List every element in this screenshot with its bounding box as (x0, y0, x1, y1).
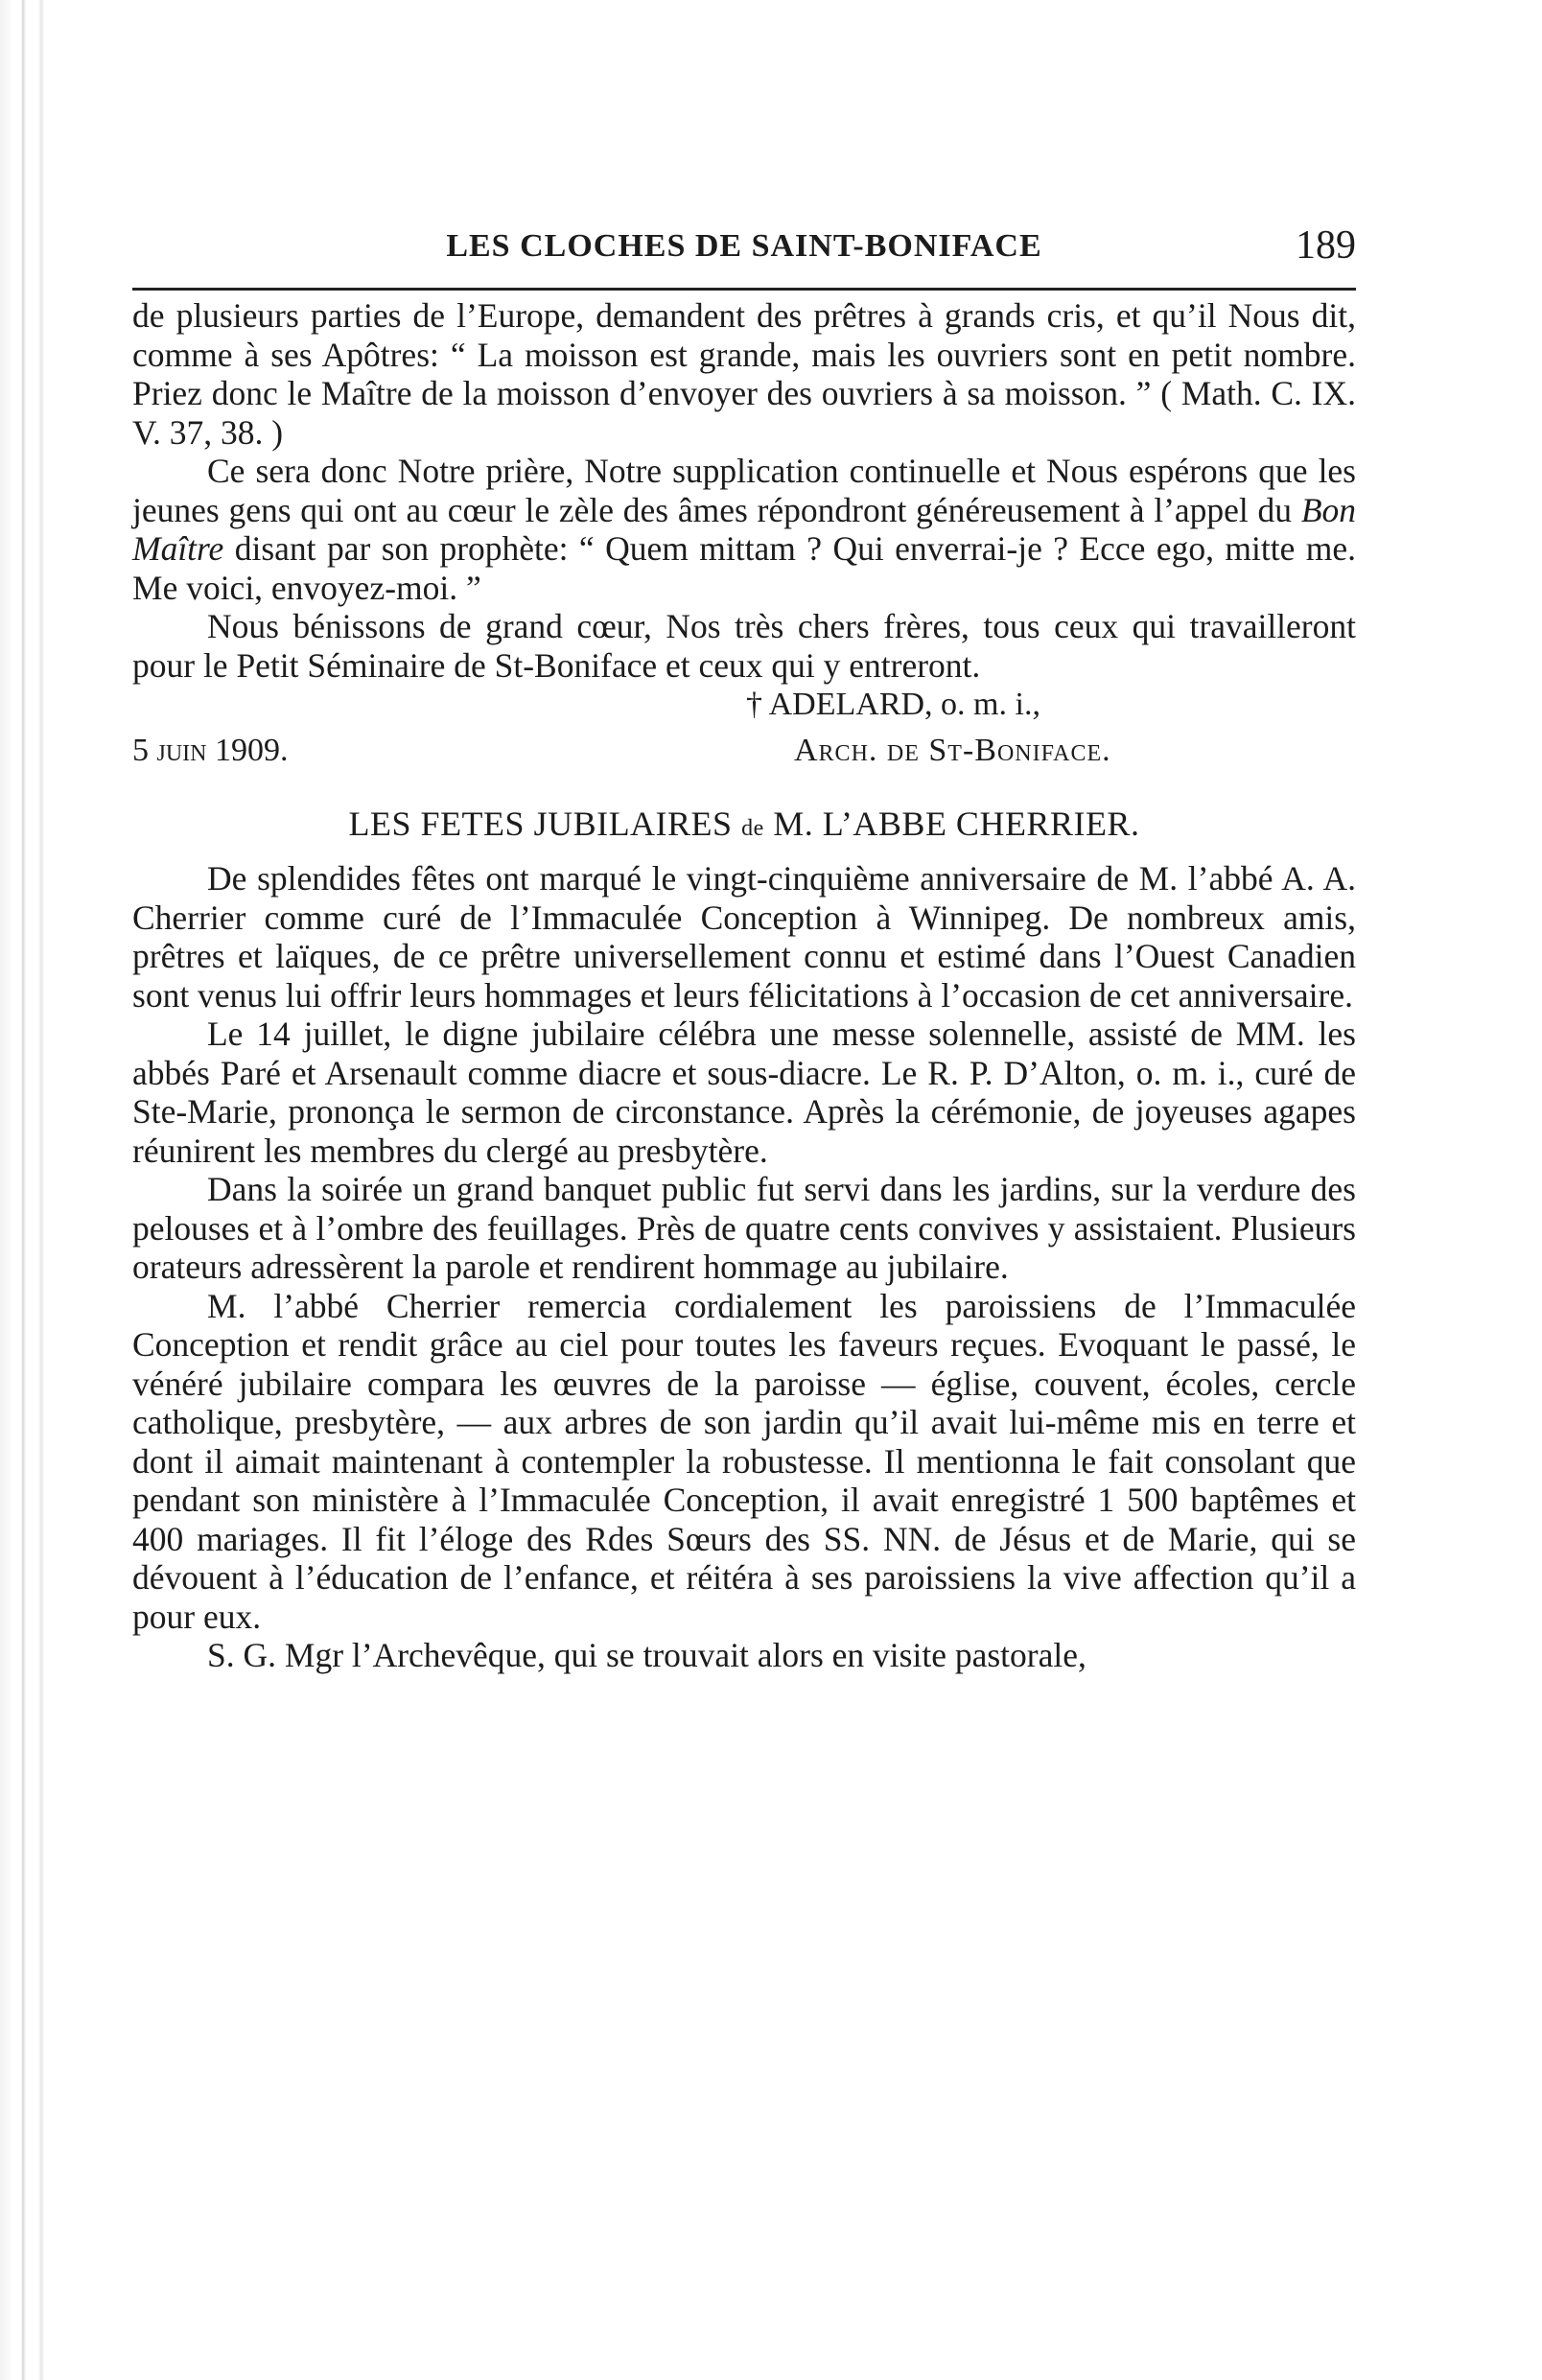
running-title: LES CLOCHES DE SAINT-BONIFACE (446, 228, 1042, 264)
signature-name: † ADELARD, o. m. i., (746, 687, 1040, 722)
page-number: 189 (1296, 223, 1356, 268)
book-page (132, 217, 1356, 1675)
letter-text: disant par son prophète: “ Quem mittam ? Qui enverrai-je ? Ecce ego, mitte me. Me voici, envoyez-moi. ” (132, 529, 1356, 607)
article-title-small: de (741, 816, 764, 841)
letter-paragraph (132, 452, 1356, 607)
signature-block (132, 685, 1356, 777)
header-rule (132, 288, 1356, 291)
article-paragraph: M. l’abbé Cherrier remercia cordialement les paroissiens de l’Immaculée Conception et rendit grâce au ciel pour toutes les faveurs reçues. Evoquant le passé, le vénéré jubilaire compara les œuvres de la paroisse — église, couvent, écoles, cercle catholique, presbytère, — aux arbres de son jardin qu’il avait lui-même mis en terre et dont il aimait maintenant à contempler la robustesse. Il mentionna le fait consolant que pendant son ministère à l’Immaculée Conception, il avait enregistré 1 500 baptêmes et 400 mariages. Il fit l’éloge des Rdes Sœurs des SS. NN. de Jésus et de Marie, qui se dévouent à l’éducation de l’enfance, et réitéra à ses paroissiens la vive affection qu’il a pour eux. (132, 1286, 1356, 1636)
article-paragraph: Le 14 juillet, le digne jubilaire célébra une messe solennelle, assisté de MM. les abbés Paré et Arsenault comme diacre et sous-diacre. Le R. P. D’Alton, o. m. i., curé de Ste-Marie, prononça le sermon de circonstance. Après la cérémonie, de joyeuses agapes réunirent les membres du clergé au presbytère. (132, 1015, 1356, 1170)
article-paragraph: S. G. Mgr l’Archevêque, qui se trouvait alors en visite pastorale, (207, 1636, 1086, 1674)
article-title (132, 804, 1356, 844)
article-title-part: M. L’ABBE CHERRIER. (773, 805, 1140, 843)
letter-body (132, 296, 1356, 685)
article-paragraph: Dans la soirée un grand banquet public fut servi dans les jardins, sur la verdure des pelouses et à l’ombre des feuillages. Près de quatre cents convives y assistaient. Plusieurs orateurs adressèrent la parole et rendirent hommage au jubilaire. (132, 1170, 1356, 1286)
letter-paragraph: de plusieurs parties de l’Europe, demandent des prêtres à grands cris, et qu’il Nous dit, comme à ses Apôtres: “ La moisson est grande, mais les ouvriers sont en petit nombre. Priez donc le Maître de la moisson d’envoyer des ouvriers à sa moisson. ” ( Math. C. IX. V. 37, 38. ) (132, 296, 1356, 452)
signature-office: Arch. de St-Boniface. (794, 733, 1111, 768)
letter-paragraph: Nous bénissons de grand cœur, Nos très chers frères, tous ceux qui travailleront pour le Petit Séminaire de St-Boniface et ceux qui y entreront. (132, 607, 1356, 685)
article-title-part: LES FETES JUBILAIRES (348, 805, 733, 843)
signature-date: 5 juin 1909. (132, 733, 289, 768)
italic-phrase: Bon Maître (132, 490, 1356, 568)
letter-text: Ce sera donc Notre prière, Notre supplication continuelle et Nous espérons que les jeunes gens qui ont au cœur le zèle des âmes répondront généreusement à l’appel du (132, 452, 1356, 529)
article-paragraph: De splendides fêtes ont marqué le vingt-cinquième anniversaire de M. l’abbé A. A. Cherrier comme curé de l’Immaculée Conception à Winnipeg. De nombreux amis, prêtres et laïques, de ce prêtre universellement connu et estimé dans l’Ouest Canadien sont venus lui offrir leurs hommages et leurs félicitations à l’occasion de cet anniversaire. (132, 859, 1356, 1015)
running-head (132, 217, 1356, 274)
article-body (132, 859, 1356, 1675)
book-spine-margin (0, 0, 56, 2380)
